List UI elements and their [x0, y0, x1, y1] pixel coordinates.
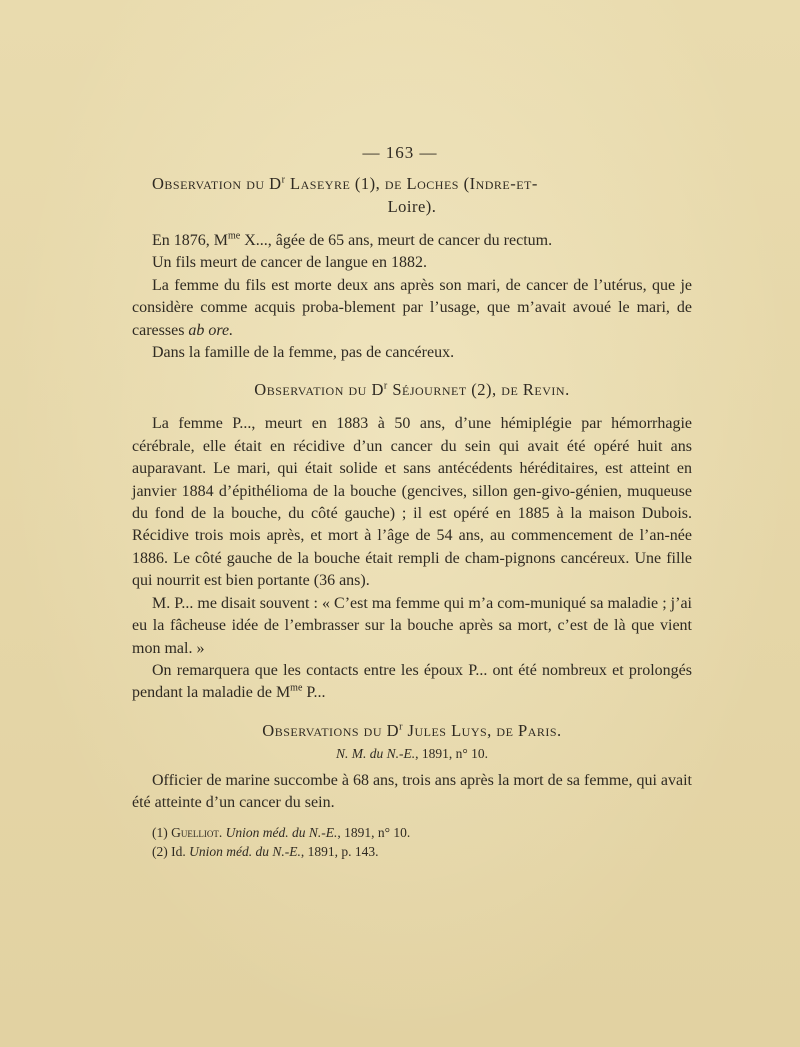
footnote-journal: Union méd. du N.-E.: [189, 843, 301, 859]
citation-rest: , 1891, n° 10.: [415, 745, 489, 761]
citation: [132, 746, 692, 762]
paragraph: Dans la famille de la femme, pas de cancéreux.: [152, 344, 455, 362]
heading-superscript: r: [281, 174, 286, 186]
section-heading-sejournet: [132, 378, 692, 401]
heading-text: Observations du D: [262, 720, 400, 740]
text: X..., âgée de 65 ans, meurt de cancer du rectum.: [240, 232, 553, 249]
footnotes: [132, 823, 692, 861]
footnote-number: (2): [152, 843, 172, 859]
footnote-author: Id.: [171, 843, 186, 859]
paragraph: [132, 660, 692, 705]
heading-line2: Loire).: [387, 197, 437, 216]
footnote: [132, 823, 692, 842]
paragraph: M. P... me disait souvent : « C’est ma femme qui m’a com-muniqué sa maladie ; j’ai eu la fâcheuse idée de l’embrasser sur la bouche après sa mort, c’est de là que vient mon mal. »: [132, 594, 692, 657]
text: La femme du fils est morte deux ans après son mari, de cancer de l’utérus, que je considère comme acquis proba-blement par l’usage, que m’avait avoué le mari, de caresses: [132, 276, 692, 339]
footnote: [132, 842, 692, 861]
footnote-author: Guelliot.: [171, 824, 223, 840]
superscript: me: [228, 230, 241, 242]
heading-text: Observation du D: [254, 380, 384, 400]
heading-text: Observation du D: [152, 174, 282, 193]
heading-superscript: r: [383, 380, 388, 392]
paragraph: [132, 230, 692, 252]
heading-superscript: r: [399, 721, 403, 733]
paragraph: Officier de marine succombe à 68 ans, trois ans après la mort de sa femme, qui avait été atteinte d’un cancer du sein.: [132, 771, 692, 812]
paragraph: [132, 275, 692, 342]
page-content: [132, 172, 692, 861]
heading-text-rest: Séjournet (2), de Revin.: [387, 380, 570, 400]
italic-text: ab ore.: [188, 321, 234, 339]
paragraph: Un fils meurt de cancer de langue en 1882.: [152, 254, 428, 272]
paragraph: La femme P..., meurt en 1883 à 50 ans, d’une hémiplégie par hémorrhagie cérébrale, elle était en récidive d’un cancer du sein qui avait été opéré huit ans auparavant. Le mari, qui était solide et sans antécédents héréditaires, est atteint en janvier 1884 d’épithélioma de la bouche (gencives, sillon gen-givo-génien, muqueuse du fond de la bouche, du côté gauche) ; il est opéré en 1885 à la maison Dubois. Récidive trois mois après, et mort à l’âge de 54 ans, au commencement de l’an-née 1886. Le côté gauche de la bouche était rempli de cham-pignons cancéreux. Une fille qui nourrit est bien portante (36 ans).: [132, 415, 692, 590]
footnote-rest: , 1891, n° 10.: [337, 824, 411, 840]
superscript: me: [290, 682, 303, 694]
text: On remarquera que les contacts entre les époux P... ont été nombreux et prolongés pendant la maladie de M: [132, 661, 692, 702]
text: P...: [302, 684, 326, 702]
heading-text-rest: Jules Luys, de Paris.: [402, 720, 562, 740]
footnote-rest: , 1891, p. 143.: [300, 843, 379, 859]
section-heading-luys: [132, 719, 692, 742]
footnote-journal: Union méd. du N.-E.: [225, 824, 338, 840]
page-number: — 163 —: [362, 143, 438, 162]
heading-text-rest: Laseyre (1), de Loches (Indre-et-: [285, 174, 538, 193]
section-heading-laseyre: [132, 172, 692, 218]
citation-journal: N. M. du N.-E.: [335, 745, 416, 761]
footnote-number: (1): [152, 824, 172, 840]
text: En 1876, M: [152, 232, 228, 249]
